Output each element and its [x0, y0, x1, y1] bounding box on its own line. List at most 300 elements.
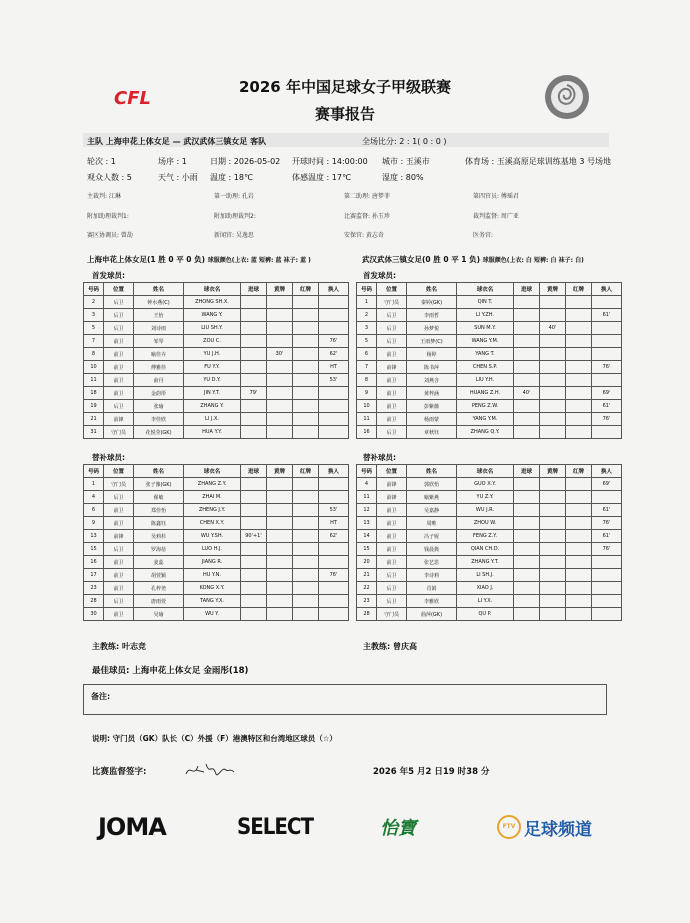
cell-shirt-name: ZHOU W.	[457, 517, 514, 530]
cell-name: 钟水燕(C)	[134, 296, 184, 309]
cell-substitution	[592, 348, 622, 361]
column-header-name: 姓名	[407, 283, 457, 296]
cell-name: 翟敏	[134, 491, 184, 504]
cell-number: 10	[84, 361, 104, 374]
table-row	[357, 556, 622, 569]
cell-shirt-name: WU Y.SH.	[184, 530, 241, 543]
cell-number: 4	[84, 491, 104, 504]
cell-substitution: 69'	[592, 387, 622, 400]
cell-goals	[514, 530, 540, 543]
cell-red	[566, 309, 592, 322]
cell-substitution	[319, 322, 349, 335]
cell-shirt-name: YU J.H.	[184, 348, 241, 361]
cell-name: 姜蕊	[134, 556, 184, 569]
table-row	[84, 582, 349, 595]
cell-red	[566, 608, 592, 621]
column-header-yellow: 黄牌	[540, 283, 566, 296]
cell-position: 后卫	[104, 296, 134, 309]
cell-substitution	[319, 296, 349, 309]
cell-name: 金韵彤	[134, 387, 184, 400]
cell-yellow	[267, 595, 293, 608]
cell-number: 19	[84, 400, 104, 413]
cell-substitution	[592, 426, 622, 439]
cell-substitution	[592, 491, 622, 504]
column-header-substitution: 换人	[319, 283, 349, 296]
cell-red	[566, 478, 592, 491]
cell-name: 张子豫(GK)	[134, 478, 184, 491]
cell-substitution: 53'	[319, 504, 349, 517]
cell-goals	[514, 361, 540, 374]
column-header-goals: 进球	[514, 283, 540, 296]
column-header-red: 红牌	[566, 283, 592, 296]
table-row	[357, 400, 622, 413]
cell-shirt-name: TANG Y.X.	[184, 595, 241, 608]
home-kit-colors: 球服颜色(上衣: 蓝 短裤: 蓝 袜子: 蓝 )	[207, 257, 311, 264]
table-row	[357, 348, 622, 361]
cell-shirt-name: WANG Y.	[184, 309, 241, 322]
cell-substitution: 53'	[319, 374, 349, 387]
cell-substitution: 61'	[592, 504, 622, 517]
table-row	[357, 543, 622, 556]
joma-logo: JOMA	[98, 813, 166, 841]
cell-red	[566, 491, 592, 504]
cell-goals	[241, 517, 267, 530]
cell-goals	[514, 543, 540, 556]
cell-yellow	[267, 400, 293, 413]
cell-red	[566, 413, 592, 426]
cell-name: 罗海蓓	[134, 543, 184, 556]
cell-number: 31	[84, 426, 104, 439]
official-fourth: 第四官员: 傅瑶君	[473, 193, 519, 200]
cell-position: 前锋	[377, 491, 407, 504]
cell-number: 8	[357, 374, 377, 387]
cell-shirt-name: ZHANG Q.Y.	[457, 426, 514, 439]
cell-number: 2	[357, 309, 377, 322]
cell-position: 守门员	[104, 426, 134, 439]
home-starters-label: 首发球员:	[92, 271, 125, 280]
cell-yellow	[540, 426, 566, 439]
table-row	[357, 608, 622, 621]
table-row	[357, 504, 622, 517]
cell-red	[566, 400, 592, 413]
cell-yellow	[540, 569, 566, 582]
cell-number: 5	[84, 322, 104, 335]
cell-name: 邹琴	[134, 335, 184, 348]
cell-yellow	[540, 374, 566, 387]
official-assistant-2: 第二助理: 唐梦菲	[344, 193, 390, 200]
cell-substitution: 76'	[592, 413, 622, 426]
cell-name: 黄梓涵	[407, 387, 457, 400]
cell-yellow	[267, 608, 293, 621]
cell-shirt-name: FU Y.Y.	[184, 361, 241, 374]
column-header-position: 位置	[377, 465, 407, 478]
cell-number: 3	[84, 309, 104, 322]
cell-substitution: 76'	[592, 361, 622, 374]
cell-shirt-name: FENG Z.Y.	[457, 530, 514, 543]
cell-position: 前卫	[377, 387, 407, 400]
cell-number: 23	[84, 582, 104, 595]
cell-goals	[241, 426, 267, 439]
cell-position: 前卫	[377, 413, 407, 426]
cell-red	[293, 517, 319, 530]
cell-number: 16	[84, 556, 104, 569]
cell-goals	[514, 478, 540, 491]
home-starters-table	[83, 282, 349, 439]
full-score: 全场比分: 2 : 1( 0 : 0 )	[362, 137, 447, 146]
cell-number: 3	[357, 322, 377, 335]
table-row	[357, 478, 622, 491]
cell-name: 王怡	[134, 309, 184, 322]
cell-red	[293, 296, 319, 309]
column-header-yellow: 黄牌	[540, 465, 566, 478]
cell-yellow	[540, 335, 566, 348]
cell-position: 后卫	[377, 322, 407, 335]
cell-position: 后卫	[377, 426, 407, 439]
cell-red	[566, 582, 592, 595]
table-row	[357, 374, 622, 387]
cell-goals	[514, 322, 540, 335]
cell-position: 前卫	[104, 374, 134, 387]
cell-shirt-name: ZHONG SH.X.	[184, 296, 241, 309]
signature-datetime: 2026 年5 月2 日19 时38 分	[373, 767, 490, 777]
table-row	[84, 504, 349, 517]
cell-substitution	[319, 478, 349, 491]
cell-position: 前卫	[104, 335, 134, 348]
table-row	[84, 517, 349, 530]
cell-substitution	[592, 335, 622, 348]
column-header-name: 姓名	[134, 465, 184, 478]
cell-position: 守门员	[104, 478, 134, 491]
column-header-substitution: 换人	[592, 283, 622, 296]
cell-number: 15	[357, 543, 377, 556]
cell-shirt-name: QU P.	[457, 608, 514, 621]
cell-goals	[514, 335, 540, 348]
cell-name: 刘诗雨	[134, 322, 184, 335]
cell-goals	[241, 348, 267, 361]
official-aar-2: 附加助理裁判2:	[214, 213, 256, 220]
cell-goals	[514, 491, 540, 504]
cell-red	[566, 374, 592, 387]
cell-name: 李雨哲	[407, 309, 457, 322]
official-coordinator: 赛区协调员: 曾劼	[87, 232, 133, 239]
cell-position: 后卫	[377, 335, 407, 348]
cell-red	[293, 374, 319, 387]
cell-red	[293, 595, 319, 608]
cell-shirt-name: HUA Y.Y.	[184, 426, 241, 439]
cell-red	[293, 582, 319, 595]
cell-number: 6	[357, 348, 377, 361]
cell-number: 11	[84, 374, 104, 387]
cell-shirt-name: HUANG Z.H.	[457, 387, 514, 400]
cell-position: 前卫	[104, 504, 134, 517]
cell-shirt-name: YANG Y.M.	[457, 413, 514, 426]
cell-position: 守门员	[377, 608, 407, 621]
humidity: 湿度 : 80%	[382, 173, 424, 182]
cell-red	[293, 426, 319, 439]
cell-number: 5	[357, 335, 377, 348]
cell-name: 李诗莉	[407, 569, 457, 582]
cell-yellow: 40'	[540, 322, 566, 335]
home-head-coach: 主教练: 叶志竞	[92, 642, 146, 651]
cell-red	[293, 569, 319, 582]
cell-position: 前卫	[104, 582, 134, 595]
column-header-shirt-name: 球衣名	[457, 465, 514, 478]
cell-position: 前卫	[377, 374, 407, 387]
table-row	[84, 348, 349, 361]
cell-name: 吴嘉静	[407, 504, 457, 517]
away-team-heading: 武汉武体三镇女足(0 胜 0 平 1 负) 球服颜色(上衣: 白 短裤: 白 袜子: 白)	[362, 255, 584, 264]
cell-red	[566, 530, 592, 543]
cell-goals	[241, 400, 267, 413]
official-security: 安保官: 黄志奇	[344, 232, 384, 239]
cell-position: 前锋	[377, 478, 407, 491]
cell-yellow	[267, 309, 293, 322]
cell-substitution: 61'	[592, 309, 622, 322]
cell-red	[293, 608, 319, 621]
cell-number: 16	[357, 426, 377, 439]
cell-number: 12	[357, 504, 377, 517]
report-subtitle: 赛事报告	[314, 105, 375, 123]
cell-yellow	[267, 335, 293, 348]
table-row	[357, 413, 622, 426]
cell-position: 后卫	[104, 491, 134, 504]
cell-position: 后卫	[104, 309, 134, 322]
cell-name: 郭欣怡	[407, 478, 457, 491]
cell-yellow	[540, 530, 566, 543]
cell-goals	[241, 491, 267, 504]
cell-yellow	[267, 543, 293, 556]
cell-name: 俞丹	[134, 374, 184, 387]
cell-goals	[241, 296, 267, 309]
column-header-goals: 进球	[241, 283, 267, 296]
table-row	[84, 335, 349, 348]
table-row	[84, 491, 349, 504]
cell-name: 喻紫燕	[407, 491, 457, 504]
cell-substitution: 76'	[592, 543, 622, 556]
cell-shirt-name: PENG Z.W.	[457, 400, 514, 413]
cell-shirt-name: ZHAI M.	[184, 491, 241, 504]
cell-yellow	[267, 582, 293, 595]
cell-substitution: 76'	[592, 517, 622, 530]
cfl-logo-text: CFL	[114, 88, 151, 109]
ftv-logo-text: 足球频道	[524, 819, 592, 840]
column-header-position: 位置	[377, 283, 407, 296]
table-row	[357, 296, 622, 309]
cell-name: 王雨梦(C)	[407, 335, 457, 348]
table-row	[357, 530, 622, 543]
cell-shirt-name: WANG Y.M.	[457, 335, 514, 348]
cell-position: 前卫	[104, 361, 134, 374]
table-row	[357, 322, 622, 335]
cell-substitution	[592, 608, 622, 621]
table-row	[84, 543, 349, 556]
away-head-coach: 主教练: 曾庆高	[363, 642, 417, 651]
column-header-number: 号码	[357, 465, 377, 478]
cell-number: 8	[84, 348, 104, 361]
cell-goals	[241, 322, 267, 335]
cell-shirt-name: KONG X.Y.	[184, 582, 241, 595]
cell-yellow	[540, 361, 566, 374]
cell-substitution	[319, 387, 349, 400]
notes-box	[83, 684, 607, 715]
cell-red	[566, 361, 592, 374]
cell-red	[293, 322, 319, 335]
city: 城市 : 玉溪市	[382, 157, 430, 166]
cell-number: 1	[357, 296, 377, 309]
cell-position: 前卫	[377, 400, 407, 413]
table-row	[357, 309, 622, 322]
table-row	[84, 426, 349, 439]
home-subs-table	[83, 464, 349, 621]
cell-substitution	[319, 582, 349, 595]
table-row	[357, 361, 622, 374]
cell-goals	[241, 361, 267, 374]
cell-yellow	[267, 491, 293, 504]
cell-yellow	[540, 543, 566, 556]
table-row	[84, 322, 349, 335]
cell-substitution	[319, 309, 349, 322]
cell-red	[293, 335, 319, 348]
table-row	[84, 400, 349, 413]
cell-red	[566, 517, 592, 530]
cell-yellow	[540, 478, 566, 491]
cell-position: 后卫	[104, 543, 134, 556]
column-header-yellow: 黄牌	[267, 465, 293, 478]
cell-number: 21	[84, 413, 104, 426]
cell-number: 7	[84, 335, 104, 348]
cell-goals	[514, 504, 540, 517]
cell-name: 花悦莹(GK)	[134, 426, 184, 439]
cell-yellow	[540, 582, 566, 595]
feels-like-temperature: 体感温度 : 17℃	[292, 173, 351, 182]
cell-goals	[241, 374, 267, 387]
cell-position: 守门员	[377, 296, 407, 309]
table-row	[357, 387, 622, 400]
column-header-goals: 进球	[514, 465, 540, 478]
home-team-heading: 上海申花上体女足(1 胜 0 平 0 负) 球服颜色(上衣: 蓝 短裤: 蓝 袜子: 蓝 )	[87, 255, 311, 264]
best-player: 最佳球员: 上海申花上体女足 金雨彤(18)	[92, 666, 249, 676]
cell-red	[293, 491, 319, 504]
cell-number: 14	[357, 530, 377, 543]
table-header-row	[357, 283, 622, 296]
cell-shirt-name: LI J.X.	[184, 413, 241, 426]
cell-name: 杨雨蒙	[407, 413, 457, 426]
cell-number: 18	[84, 387, 104, 400]
cell-red	[566, 387, 592, 400]
table-row	[357, 569, 622, 582]
cell-red	[293, 504, 319, 517]
cell-shirt-name: ZOU C.	[184, 335, 241, 348]
cell-goals	[241, 608, 267, 621]
table-header-row	[357, 465, 622, 478]
cell-position: 前锋	[104, 530, 134, 543]
cell-goals	[241, 504, 267, 517]
cell-yellow	[267, 374, 293, 387]
cell-position: 后卫	[377, 309, 407, 322]
cell-number: 13	[357, 517, 377, 530]
table-row	[84, 530, 349, 543]
cell-yellow	[540, 595, 566, 608]
cell-name: 傅雅佳	[134, 361, 184, 374]
away-kit-colors: 球服颜色(上衣: 白 短裤: 白 袜子: 白)	[482, 257, 584, 264]
attendance: 观众人数 : 5	[87, 173, 132, 182]
cell-substitution	[592, 569, 622, 582]
cell-name: 吴瑜	[134, 608, 184, 621]
cell-red	[293, 361, 319, 374]
cell-name: 胡萱颖	[134, 569, 184, 582]
table-row	[357, 426, 622, 439]
column-header-goals: 进球	[241, 465, 267, 478]
table-row	[84, 556, 349, 569]
official-referee: 主裁判: 江琳	[87, 193, 121, 200]
cell-position: 前卫	[104, 517, 134, 530]
cell-substitution	[592, 296, 622, 309]
cell-number: 22	[357, 582, 377, 595]
cell-yellow	[267, 530, 293, 543]
cell-shirt-name: YU Z.Y.	[457, 491, 514, 504]
cell-shirt-name: XIAO J.	[457, 582, 514, 595]
table-row	[357, 517, 622, 530]
cell-substitution	[592, 595, 622, 608]
column-header-position: 位置	[104, 283, 134, 296]
yibao-logo: 怡寶	[380, 818, 416, 839]
cell-number: 9	[84, 517, 104, 530]
cell-goals	[241, 478, 267, 491]
cell-shirt-name: JIN Y.T.	[184, 387, 241, 400]
legend-note: 说明: 守门员（GK）队长（C）外援（F）港澳特区和台湾地区球员（☆）	[92, 734, 337, 743]
cell-substitution: 62'	[319, 530, 349, 543]
cell-shirt-name: LI SH.J.	[457, 569, 514, 582]
cell-name: 李雅欣	[407, 595, 457, 608]
cell-shirt-name: ZHENG J.Y.	[184, 504, 241, 517]
cell-shirt-name: LIU Y.H.	[457, 374, 514, 387]
cell-position: 前卫	[377, 504, 407, 517]
cell-goals	[241, 413, 267, 426]
cell-goals	[241, 582, 267, 595]
cell-shirt-name: ZHANG Y.T.	[457, 556, 514, 569]
stadium: 体育场 : 玉溪高原足球训练基地 3 号场地	[465, 157, 611, 166]
cell-red	[566, 595, 592, 608]
cell-substitution: 76'	[319, 569, 349, 582]
cell-goals	[514, 517, 540, 530]
cell-position: 前卫	[104, 569, 134, 582]
away-subs-table	[356, 464, 622, 621]
cell-name: 孔梓尧	[134, 582, 184, 595]
cell-red	[566, 504, 592, 517]
cell-substitution: 62'	[319, 348, 349, 361]
cell-position: 前卫	[377, 530, 407, 543]
cell-number: 4	[357, 478, 377, 491]
cell-position: 前锋	[104, 413, 134, 426]
cell-yellow	[267, 517, 293, 530]
cell-goals	[514, 309, 540, 322]
supervisor-signature-label: 比赛监督签字:	[92, 767, 147, 777]
away-starters-table	[356, 282, 622, 439]
temperature: 温度 : 18℃	[210, 173, 253, 182]
column-header-number: 号码	[84, 283, 104, 296]
cell-yellow	[267, 296, 293, 309]
cell-name: 李佳欣	[134, 413, 184, 426]
official-referee-supervisor: 裁判监督: 周广亚	[473, 213, 519, 220]
cell-shirt-name: ZHANG Y.	[184, 400, 241, 413]
cell-goals	[241, 556, 267, 569]
cell-name: 杨婷	[407, 348, 457, 361]
cell-yellow	[540, 608, 566, 621]
column-header-shirt-name: 球衣名	[184, 283, 241, 296]
cell-goals	[514, 608, 540, 621]
cell-shirt-name: LUO H.J.	[184, 543, 241, 556]
cell-red	[566, 335, 592, 348]
